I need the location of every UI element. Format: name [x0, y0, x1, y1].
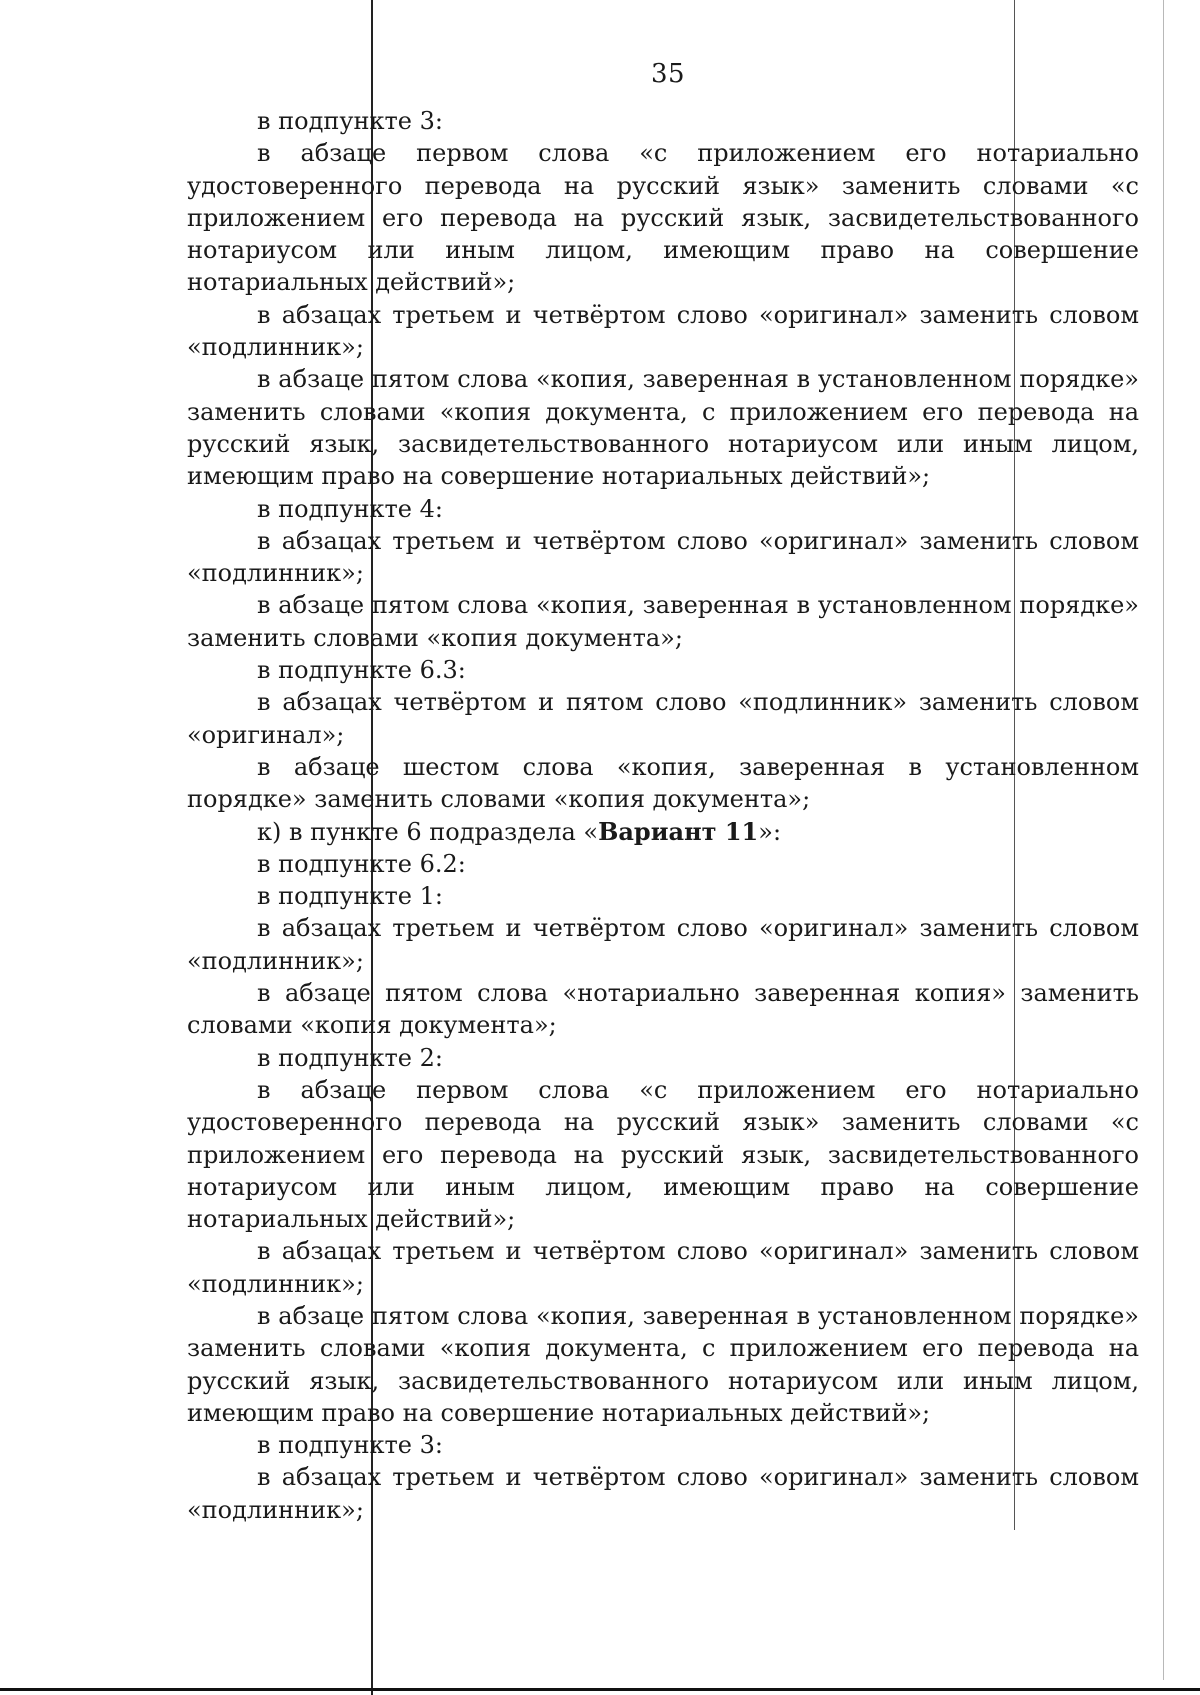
paragraph: в абзацах третьем и четвёртом слово «оригинал» заменить словом «подлинник»; — [187, 914, 1139, 975]
paragraph: в подпункте 6.2: — [257, 849, 466, 878]
page-number: 35 — [650, 59, 686, 89]
paragraph: в абзаце пятом слова «копия, заверенная в установленном порядке» заменить словами «копия документа, с приложением его перевода на русский язык, засвидетельствованного нотариусом или иным лицом, имеющим право на совершение нотариальных действий»; — [187, 365, 1139, 491]
document-body — [187, 105, 1139, 1526]
paragraph: в абзаце пятом слова «копия, заверенная в установленном порядке» заменить словами «копия документа, с приложением его перевода на русский язык, засвидетельствованного нотариусом или иным лицом, имеющим право на совершение нотариальных действий»; — [187, 1301, 1139, 1427]
paragraph-heading — [187, 816, 1139, 848]
paragraph: в абзаце пятом слова «нотариально заверенная копия» заменить словами «копия документа»; — [187, 979, 1139, 1040]
paragraph: в абзацах третьем и четвёртом слово «оригинал» заменить словом «подлинник»; — [187, 1237, 1139, 1298]
paragraph: в подпункте 3: — [257, 107, 443, 135]
paragraph: в абзацах третьем и четвёртом слово «оригинал» заменить словом «подлинник»; — [187, 300, 1139, 362]
paragraph: в абзаце первом слова «с приложением его нотариально удостоверенного перевода на русский язык» заменить словами «с приложением его перевода на русский язык, засвидетельствованного нотариусом или иным лицом, имеющим право на совершение нотариальных действий»; — [187, 139, 1139, 297]
scan-artifact-line — [0, 1688, 1200, 1691]
paragraph: в абзацах третьем и четвёртом слово «оригинал» заменить словом «подлинник»; — [187, 526, 1139, 588]
paragraph: в подпункте 6.3: — [257, 656, 466, 685]
paragraph: в абзаце первом слова «с приложением его нотариально удостоверенного перевода на русский язык» заменить словами «с приложением его перевода на русский язык, засвидетельствованного нотариусом или иным лицом, имеющим право на совершение нотариальных действий»; — [187, 1075, 1139, 1234]
paragraph: в подпункте 2: — [257, 1043, 443, 1072]
paragraph: в подпункте 3: — [257, 1431, 443, 1460]
paragraph: в абзаце шестом слова «копия, заверенная в установленном порядке» заменить словами «копия документа»; — [187, 752, 1139, 814]
paragraph: в абзаце пятом слова «копия, заверенная в установленном порядке» заменить словами «копия документа»; — [187, 591, 1139, 652]
heading-bold: Вариант 11 — [598, 816, 759, 846]
paragraph: в подпункте 1: — [257, 882, 443, 911]
heading-prefix: к) в пункте 6 подраздела « — [257, 817, 599, 846]
paragraph: в абзацах четвёртом и пятом слово «подлинник» заменить словом «оригинал»; — [187, 688, 1139, 749]
paragraph: в подпункте 4: — [257, 494, 443, 523]
paragraph: в абзацах третьем и четвёртом слово «оригинал» заменить словом «подлинник»; — [187, 1463, 1139, 1524]
scan-artifact-line — [1163, 0, 1164, 1680]
heading-suffix: »: — [758, 817, 782, 846]
